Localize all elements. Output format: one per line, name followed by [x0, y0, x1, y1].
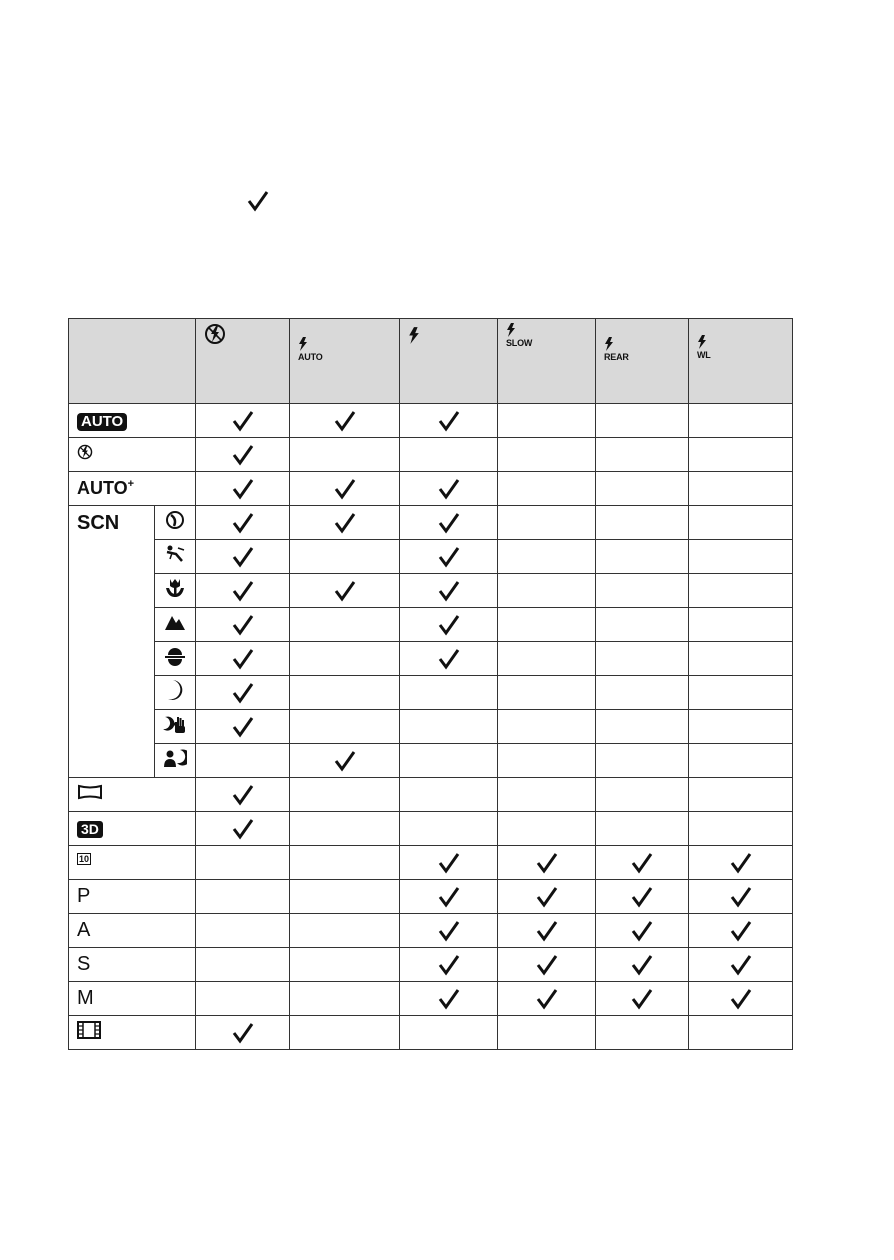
scn-landscape [155, 608, 196, 642]
cell-off [196, 676, 290, 710]
check-icon [334, 410, 356, 432]
cell-off [196, 642, 290, 676]
table-row [69, 846, 793, 880]
cell-wl [689, 914, 793, 948]
flash-rear-tag: REAR [604, 352, 629, 362]
check-icon [232, 546, 254, 568]
superior-auto-text: AUTO [77, 478, 128, 498]
scn-sunset [155, 642, 196, 676]
cell-wl [689, 1016, 793, 1050]
scn-soft-snap [155, 506, 196, 540]
cell-slow [498, 744, 596, 778]
cell-rear [596, 438, 689, 472]
table-row [69, 982, 793, 1016]
cell-auto [290, 608, 400, 642]
cell-auto [290, 880, 400, 914]
cell-rear [596, 880, 689, 914]
scn-high-speed-shutter [155, 540, 196, 574]
cell-off [196, 710, 290, 744]
cell-auto [290, 710, 400, 744]
cell-auto [290, 948, 400, 982]
scn-gourmet [155, 574, 196, 608]
movie-film-icon [77, 1021, 101, 1039]
cell-rear [596, 982, 689, 1016]
check-icon [334, 478, 356, 500]
cell-auto [290, 642, 400, 676]
check-icon [438, 988, 460, 1010]
cell-rear [596, 1016, 689, 1050]
check-icon [438, 886, 460, 908]
panorama-icon [77, 784, 103, 800]
soft-snap-icon [165, 510, 185, 530]
table-row [69, 1016, 793, 1050]
cell-rear [596, 642, 689, 676]
check-icon [232, 648, 254, 670]
cell-slow [498, 506, 596, 540]
header-flash-wl [689, 319, 793, 404]
cell-on [400, 676, 498, 710]
header-flash-slow [498, 319, 596, 404]
table-row [69, 710, 793, 744]
mode-movie [69, 1016, 196, 1050]
cell-off [196, 880, 290, 914]
cell-slow [498, 982, 596, 1016]
cell-auto [290, 914, 400, 948]
cell-on [400, 982, 498, 1016]
cell-slow [498, 574, 596, 608]
check-icon [536, 920, 558, 942]
check-icon [631, 988, 653, 1010]
flash-compatibility-table [68, 318, 793, 1050]
check-icon [232, 1022, 254, 1044]
flash-off-icon [204, 323, 226, 345]
cell-auto [290, 846, 400, 880]
cell-rear [596, 574, 689, 608]
cell-wl [689, 676, 793, 710]
flash-auto-tag: AUTO [298, 352, 323, 362]
cell-auto [290, 506, 400, 540]
flash-on-icon [408, 327, 420, 344]
cell-wl [689, 608, 793, 642]
mode-intelligent-auto [69, 404, 196, 438]
check-icon [631, 886, 653, 908]
cell-on [400, 812, 498, 846]
mode-manual: M [69, 982, 196, 1016]
cell-slow [498, 472, 596, 506]
header-corner [69, 319, 196, 404]
cell-on [400, 642, 498, 676]
cell-on [400, 744, 498, 778]
burst-priority-label: 10 [79, 853, 90, 864]
check-icon [232, 818, 254, 840]
cell-off [196, 744, 290, 778]
check-icon [730, 988, 752, 1010]
check-icon [438, 580, 460, 602]
cell-off [196, 608, 290, 642]
cell-auto [290, 1016, 400, 1050]
check-icon [631, 920, 653, 942]
check-icon [232, 410, 254, 432]
cell-auto [290, 812, 400, 846]
cell-slow [498, 812, 596, 846]
superior-auto-label [77, 478, 134, 498]
flash-slow-tag: SLOW [506, 338, 533, 348]
check-icon [631, 954, 653, 976]
cell-off [196, 948, 290, 982]
table-row [69, 676, 793, 710]
cell-auto [290, 982, 400, 1016]
cell-slow [498, 438, 596, 472]
check-icon [730, 920, 752, 942]
cell-slow [498, 948, 596, 982]
check-icon [631, 852, 653, 874]
mode-aperture: A [69, 914, 196, 948]
check-icon [536, 988, 558, 1010]
cell-auto [290, 744, 400, 778]
mode-flash-off [69, 438, 196, 472]
cell-on [400, 948, 498, 982]
cell-rear [596, 948, 689, 982]
cell-off [196, 574, 290, 608]
cell-rear [596, 778, 689, 812]
cell-on [400, 880, 498, 914]
cell-on [400, 1016, 498, 1050]
cell-slow [498, 914, 596, 948]
table-row [69, 744, 793, 778]
flash-rear-icon [604, 337, 614, 351]
flash-off-icon [77, 444, 93, 460]
cell-rear [596, 846, 689, 880]
cell-wl [689, 744, 793, 778]
check-icon [438, 852, 460, 874]
cell-on [400, 438, 498, 472]
mode-scn: SCN [69, 506, 155, 778]
cell-rear [596, 710, 689, 744]
cell-slow [498, 778, 596, 812]
header-flash-off [196, 319, 290, 404]
flash-slow-icon [506, 323, 516, 337]
cell-auto [290, 676, 400, 710]
cell-wl [689, 472, 793, 506]
check-icon [730, 886, 752, 908]
cell-rear [596, 506, 689, 540]
hand-held-twilight-icon [162, 714, 188, 734]
cell-on [400, 574, 498, 608]
cell-wl [689, 948, 793, 982]
cell-rear [596, 608, 689, 642]
cell-on [400, 608, 498, 642]
cell-slow [498, 710, 596, 744]
cell-slow [498, 676, 596, 710]
cell-wl [689, 812, 793, 846]
mode-burst-priority [69, 846, 196, 880]
mode-3d [69, 812, 196, 846]
cell-auto [290, 778, 400, 812]
header-row [69, 319, 793, 404]
cell-off [196, 472, 290, 506]
check-icon [232, 784, 254, 806]
check-icon [232, 478, 254, 500]
check-icon [536, 954, 558, 976]
cell-rear [596, 540, 689, 574]
flash-wl-icon [697, 335, 707, 349]
cell-wl [689, 846, 793, 880]
header-flash-auto [290, 319, 400, 404]
cell-off [196, 438, 290, 472]
sunset-icon [164, 646, 186, 666]
table-row [69, 404, 793, 438]
check-icon [334, 512, 356, 534]
cell-off [196, 1016, 290, 1050]
cell-wl [689, 778, 793, 812]
check-icon [232, 716, 254, 738]
3d-icon: 3D [77, 821, 103, 838]
legend-check-icon [247, 190, 269, 212]
check-icon [536, 852, 558, 874]
cell-wl [689, 540, 793, 574]
cell-on [400, 540, 498, 574]
cell-rear [596, 812, 689, 846]
cell-rear [596, 676, 689, 710]
flash-wl-tag: WL [697, 350, 711, 360]
gourmet-icon [164, 577, 186, 599]
cell-wl [689, 404, 793, 438]
cell-off [196, 404, 290, 438]
cell-wl [689, 710, 793, 744]
header-flash-rear [596, 319, 689, 404]
table-row [69, 472, 793, 506]
check-icon [232, 444, 254, 466]
cell-slow [498, 880, 596, 914]
check-icon [438, 478, 460, 500]
table-row [69, 778, 793, 812]
check-icon [438, 954, 460, 976]
check-icon [232, 614, 254, 636]
cell-wl [689, 880, 793, 914]
check-icon [334, 750, 356, 772]
cell-slow [498, 1016, 596, 1050]
mode-program: P [69, 880, 196, 914]
mode-shutter: S [69, 948, 196, 982]
cell-off [196, 982, 290, 1016]
check-icon [438, 614, 460, 636]
cell-off [196, 778, 290, 812]
check-icon [438, 546, 460, 568]
check-icon [232, 682, 254, 704]
high-speed-shutter-icon [164, 544, 186, 564]
superior-auto-plus: + [127, 478, 135, 490]
cell-auto [290, 574, 400, 608]
table-row [69, 642, 793, 676]
check-icon [730, 954, 752, 976]
cell-slow [498, 608, 596, 642]
scn-night-portrait [155, 744, 196, 778]
cell-rear [596, 472, 689, 506]
cell-auto [290, 404, 400, 438]
cell-auto [290, 472, 400, 506]
table-row [69, 880, 793, 914]
cell-on [400, 846, 498, 880]
check-icon [232, 512, 254, 534]
cell-on [400, 404, 498, 438]
cell-rear [596, 914, 689, 948]
cell-wl [689, 642, 793, 676]
table-row [69, 506, 793, 540]
burst-priority-icon [77, 853, 101, 873]
check-icon [438, 648, 460, 670]
cell-wl [689, 506, 793, 540]
table-row [69, 574, 793, 608]
check-icon [438, 920, 460, 942]
cell-on [400, 778, 498, 812]
table-row [69, 914, 793, 948]
cell-off [196, 846, 290, 880]
check-icon [232, 580, 254, 602]
cell-on [400, 914, 498, 948]
landscape-icon [164, 613, 186, 631]
cell-on [400, 710, 498, 744]
cell-off [196, 812, 290, 846]
cell-rear [596, 404, 689, 438]
scn-night-scene [155, 676, 196, 710]
mode-sweep-panorama [69, 778, 196, 812]
check-icon [438, 410, 460, 432]
flash-auto-icon [298, 337, 308, 351]
check-icon [334, 580, 356, 602]
cell-wl [689, 438, 793, 472]
cell-off [196, 506, 290, 540]
table-row [69, 948, 793, 982]
check-icon [536, 886, 558, 908]
cell-slow [498, 642, 596, 676]
cell-off [196, 540, 290, 574]
cell-slow [498, 846, 596, 880]
header-flash-on [400, 319, 498, 404]
cell-wl [689, 982, 793, 1016]
cell-slow [498, 540, 596, 574]
cell-on [400, 506, 498, 540]
table-row [69, 812, 793, 846]
night-scene-icon [165, 679, 185, 701]
night-portrait-icon [163, 748, 187, 768]
intelligent-auto-icon: AUTO [77, 413, 127, 431]
table-row [69, 608, 793, 642]
cell-off [196, 914, 290, 948]
table-row [69, 438, 793, 472]
mode-superior-auto [69, 472, 196, 506]
cell-rear [596, 744, 689, 778]
cell-auto [290, 540, 400, 574]
scn-hand-held-twilight [155, 710, 196, 744]
table-row [69, 540, 793, 574]
cell-wl [689, 574, 793, 608]
check-icon [438, 512, 460, 534]
check-icon [730, 852, 752, 874]
cell-on [400, 472, 498, 506]
cell-auto [290, 438, 400, 472]
cell-slow [498, 404, 596, 438]
